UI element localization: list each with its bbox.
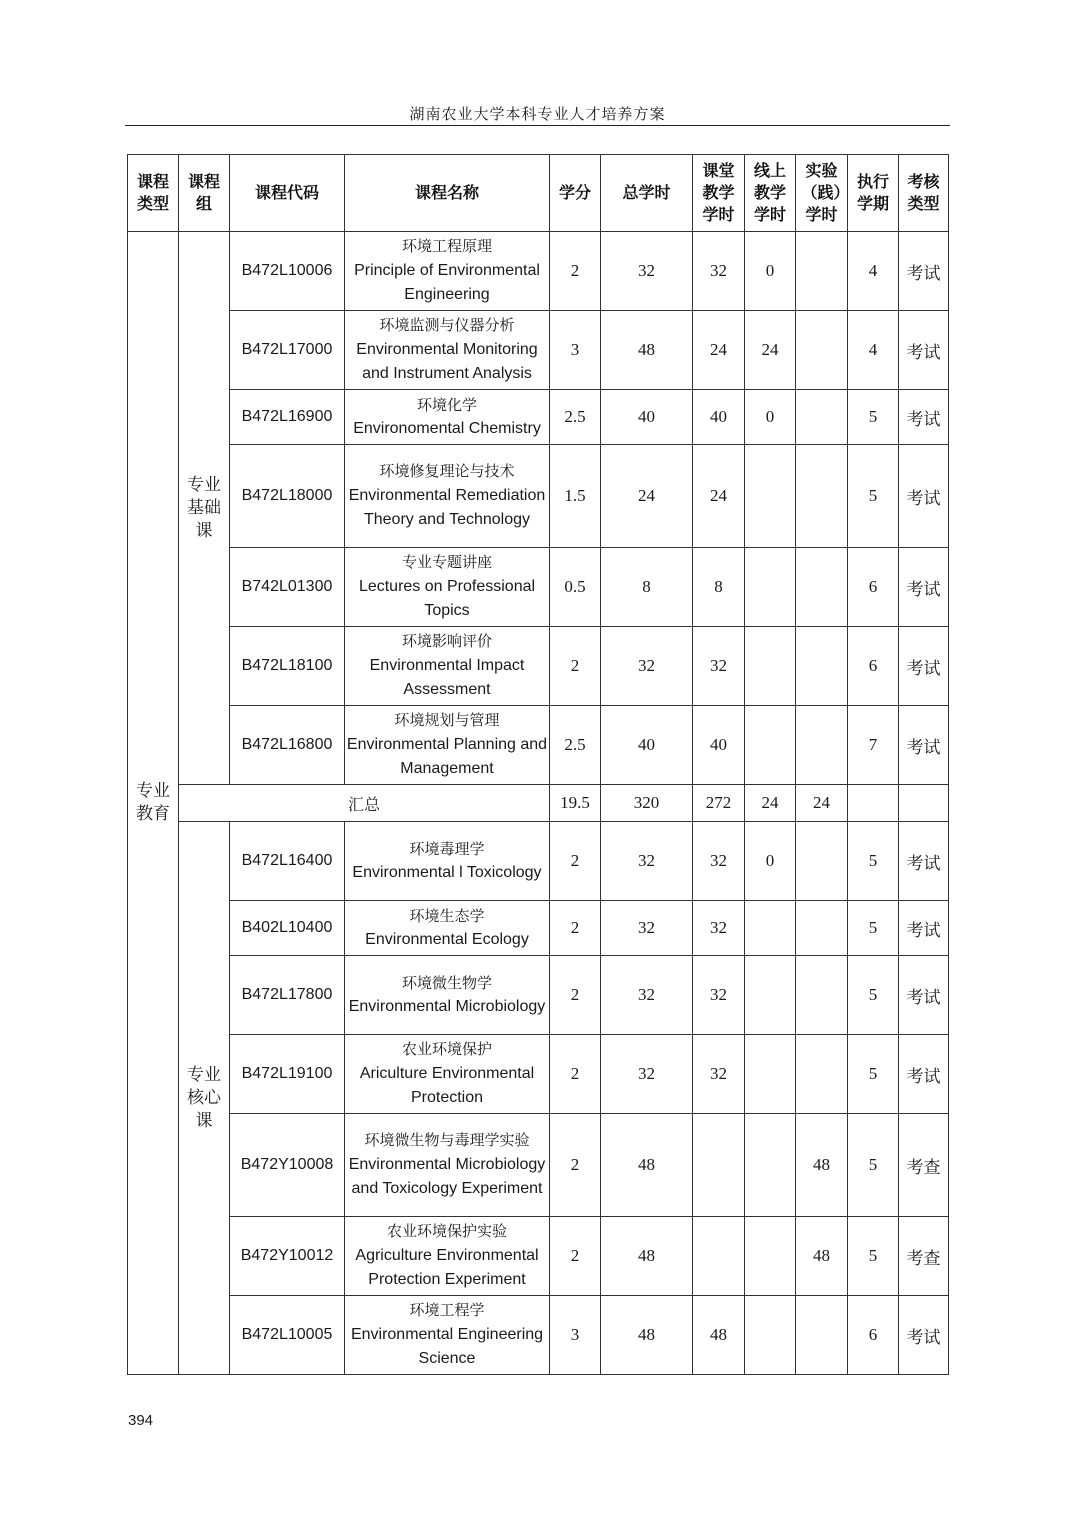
- cell-term: 6: [848, 1296, 899, 1375]
- cell-term: 5: [848, 956, 899, 1035]
- table-row: [128, 390, 949, 445]
- table-row: [128, 1035, 949, 1114]
- cell-total: 32: [601, 901, 693, 956]
- cell-credit: 0.5: [550, 548, 601, 627]
- course-name-zh: 环境生态学: [409, 906, 485, 925]
- course-name-en: Ariculture Environmental Protection: [359, 1064, 535, 1107]
- cell-lab: [796, 1296, 848, 1375]
- cell-term: 4: [848, 232, 899, 311]
- course-name-zh: 环境工程学: [409, 1301, 485, 1320]
- cell-lab: [796, 445, 848, 548]
- cell-credit: 2: [550, 1217, 601, 1296]
- cell-credit: 2: [550, 1035, 601, 1114]
- cell-class: [693, 1217, 745, 1296]
- col-header-course-type: 课程类型: [128, 155, 179, 232]
- cell-online: [745, 956, 796, 1035]
- course-name-zh: 专业专题讲座: [401, 553, 492, 572]
- cell-lab: 48: [796, 1114, 848, 1217]
- cell-total: 40: [601, 390, 693, 445]
- cell-exam-type: 考试: [899, 311, 949, 390]
- cell-total: 40: [601, 706, 693, 785]
- course-name: [345, 445, 550, 548]
- cell-exam-type: 考查: [899, 1114, 949, 1217]
- cell-term: 4: [848, 311, 899, 390]
- total-row: [128, 785, 949, 822]
- course-name-en: Environmental Engineering Science: [350, 1325, 544, 1368]
- cell-credit: 2.5: [550, 390, 601, 445]
- course-name: [345, 232, 550, 311]
- course-name-zh: 环境监测与仪器分析: [379, 316, 515, 335]
- col-header-term: 执行学期: [848, 155, 899, 232]
- course-name-en: Environmental Microbiology: [348, 998, 546, 1015]
- cell-class: 40: [693, 390, 745, 445]
- total-class: 272: [693, 785, 745, 822]
- cell-lab: [796, 232, 848, 311]
- course-code: B472Y10012: [230, 1217, 345, 1296]
- course-code: B472L16400: [230, 822, 345, 901]
- course-name-en: Environmental Remediation Theory and Technology: [348, 486, 546, 529]
- total-exam: [899, 785, 949, 822]
- table-row: [128, 956, 949, 1035]
- course-code: B472L16800: [230, 706, 345, 785]
- col-header-course-code: 课程代码: [230, 155, 345, 232]
- cell-term: 5: [848, 901, 899, 956]
- cell-class: 32: [693, 956, 745, 1035]
- cell-total: 48: [601, 1217, 693, 1296]
- course-table: [127, 154, 949, 1375]
- cell-class: 24: [693, 445, 745, 548]
- cell-class: 40: [693, 706, 745, 785]
- cell-exam-type: 考试: [899, 548, 949, 627]
- cell-class: 48: [693, 1296, 745, 1375]
- course-name-zh: 环境工程原理: [401, 237, 492, 256]
- cell-online: 0: [745, 390, 796, 445]
- course-code: B472L16900: [230, 390, 345, 445]
- course-name-en: Environmental l Toxicology: [352, 864, 542, 881]
- cell-exam-type: 考试: [899, 901, 949, 956]
- total-online: 24: [745, 785, 796, 822]
- table-row: [128, 627, 949, 706]
- table-row: [128, 1114, 949, 1217]
- cell-class: 32: [693, 627, 745, 706]
- cell-credit: 2: [550, 822, 601, 901]
- course-code: B472L17800: [230, 956, 345, 1035]
- table-row: [128, 822, 949, 901]
- course-name: [345, 1296, 550, 1375]
- cell-total: 32: [601, 627, 693, 706]
- cell-online: [745, 706, 796, 785]
- cell-online: [745, 548, 796, 627]
- cell-term: 7: [848, 706, 899, 785]
- cell-exam-type: 考试: [899, 822, 949, 901]
- course-group-label: 专业核心课: [187, 1064, 221, 1131]
- cell-class: [693, 1114, 745, 1217]
- page-number: 394: [128, 1412, 154, 1429]
- cell-term: 5: [848, 1035, 899, 1114]
- total-total: 320: [601, 785, 693, 822]
- cell-exam-type: 考试: [899, 390, 949, 445]
- course-name: [345, 956, 550, 1035]
- cell-online: [745, 1114, 796, 1217]
- course-name-zh: 环境规划与管理: [394, 711, 500, 730]
- course-name-zh: 农业环境保护: [401, 1040, 492, 1059]
- course-name: [345, 901, 550, 956]
- cell-total: 8: [601, 548, 693, 627]
- col-header-course-name: 课程名称: [345, 155, 550, 232]
- course-code: B472L18100: [230, 627, 345, 706]
- cell-exam-type: 考试: [899, 1035, 949, 1114]
- cell-class: 32: [693, 822, 745, 901]
- table-row: [128, 706, 949, 785]
- cell-total: 32: [601, 822, 693, 901]
- cell-credit: 2.5: [550, 706, 601, 785]
- course-name: [345, 822, 550, 901]
- cell-lab: [796, 390, 848, 445]
- table-row: [128, 1217, 949, 1296]
- cell-exam-type: 考查: [899, 1217, 949, 1296]
- course-name-zh: 环境微生物学: [401, 973, 492, 992]
- total-lab: 24: [796, 785, 848, 822]
- course-name: [345, 1217, 550, 1296]
- course-name-en: Environomental Chemistry: [353, 420, 541, 437]
- course-code: B472L18000: [230, 445, 345, 548]
- course-group-cell: [179, 232, 230, 785]
- cell-class: 8: [693, 548, 745, 627]
- course-code: B402L10400: [230, 901, 345, 956]
- table-row: [128, 1296, 949, 1375]
- course-name-zh: 环境修复理论与技术: [379, 462, 515, 481]
- cell-lab: [796, 956, 848, 1035]
- course-name-zh: 环境影响评价: [401, 632, 492, 651]
- col-header-exam-type: 考核类型: [899, 155, 949, 232]
- total-label: 汇总: [179, 785, 550, 822]
- cell-exam-type: 考试: [899, 956, 949, 1035]
- cell-total: 48: [601, 1114, 693, 1217]
- cell-total: 32: [601, 1035, 693, 1114]
- cell-term: 6: [848, 548, 899, 627]
- cell-credit: 1.5: [550, 445, 601, 548]
- cell-lab: [796, 627, 848, 706]
- cell-credit: 2: [550, 956, 601, 1035]
- cell-credit: 3: [550, 311, 601, 390]
- cell-total: 48: [601, 311, 693, 390]
- course-code: B472L17000: [230, 311, 345, 390]
- col-header-total-hours: 总学时: [601, 155, 693, 232]
- cell-total: 32: [601, 232, 693, 311]
- table-row: [128, 311, 949, 390]
- course-code: B472L19100: [230, 1035, 345, 1114]
- cell-lab: [796, 822, 848, 901]
- table-row: [128, 901, 949, 956]
- cell-lab: [796, 311, 848, 390]
- col-header-class-hours: 课堂教学学时: [693, 155, 745, 232]
- course-type-label: 专业教育: [136, 781, 170, 824]
- table-row: [128, 445, 949, 548]
- course-name-en: Environmental Ecology: [365, 931, 529, 948]
- course-name-en: Agriculture Environmental Protection Experiment: [355, 1246, 539, 1289]
- cell-exam-type: 考试: [899, 706, 949, 785]
- cell-credit: 2: [550, 232, 601, 311]
- course-name: [345, 311, 550, 390]
- cell-online: 0: [745, 822, 796, 901]
- cell-credit: 2: [550, 1114, 601, 1217]
- header-rule: [125, 125, 950, 126]
- cell-exam-type: 考试: [899, 627, 949, 706]
- table-row: [128, 548, 949, 627]
- course-group-label: 专业基础课: [187, 474, 221, 541]
- course-name-zh: 环境毒理学: [409, 839, 485, 858]
- page-header-title: 湖南农业大学本科专业人才培养方案: [409, 105, 666, 123]
- cell-online: [745, 445, 796, 548]
- cell-term: 6: [848, 627, 899, 706]
- course-name-zh: 环境微生物与毒理学实验: [364, 1131, 530, 1150]
- course-name: [345, 627, 550, 706]
- col-header-course-group: 课程组: [179, 155, 230, 232]
- cell-credit: 2: [550, 627, 601, 706]
- course-name: [345, 706, 550, 785]
- cell-total: 48: [601, 1296, 693, 1375]
- cell-total: 32: [601, 956, 693, 1035]
- cell-term: 5: [848, 445, 899, 548]
- course-code: B742L01300: [230, 548, 345, 627]
- cell-exam-type: 考试: [899, 445, 949, 548]
- cell-class: 32: [693, 901, 745, 956]
- cell-term: 5: [848, 822, 899, 901]
- course-name-zh: 环境化学: [416, 395, 477, 414]
- course-code: B472L10005: [230, 1296, 345, 1375]
- cell-total: 24: [601, 445, 693, 548]
- course-group-cell: [179, 822, 230, 1375]
- cell-online: [745, 1296, 796, 1375]
- table-row: [128, 232, 949, 311]
- cell-exam-type: 考试: [899, 232, 949, 311]
- cell-online: [745, 1035, 796, 1114]
- cell-credit: 3: [550, 1296, 601, 1375]
- cell-online: 0: [745, 232, 796, 311]
- course-name-en: Environmental Monitoring and Instrument Analysis: [356, 340, 538, 383]
- course-name-zh: 农业环境保护实验: [386, 1222, 507, 1241]
- cell-lab: [796, 1035, 848, 1114]
- cell-online: [745, 1217, 796, 1296]
- course-name: [345, 1114, 550, 1217]
- course-name-en: Environmental Microbiology and Toxicology Experiment: [348, 1155, 546, 1198]
- cell-lab: [796, 706, 848, 785]
- cell-lab: [796, 901, 848, 956]
- total-credit: 19.5: [550, 785, 601, 822]
- table-header-row: [128, 155, 949, 232]
- course-name: [345, 1035, 550, 1114]
- cell-online: 24: [745, 311, 796, 390]
- col-header-lab-hours: 实验（践）学时: [796, 155, 848, 232]
- cell-class: 32: [693, 1035, 745, 1114]
- col-header-credit: 学分: [550, 155, 601, 232]
- col-header-online-hours: 线上教学学时: [745, 155, 796, 232]
- cell-lab: [796, 548, 848, 627]
- cell-lab: 48: [796, 1217, 848, 1296]
- course-name-en: Environmental Planning and Management: [346, 735, 548, 778]
- course-name-en: Environmental Impact Assessment: [369, 656, 525, 699]
- course-code: B472L10006: [230, 232, 345, 311]
- cell-class: 24: [693, 311, 745, 390]
- course-type-cell: [128, 232, 179, 1375]
- course-name: [345, 548, 550, 627]
- course-name-en: Principle of Environmental Engineering: [354, 261, 540, 304]
- cell-credit: 2: [550, 901, 601, 956]
- course-code: B472Y10008: [230, 1114, 345, 1217]
- cell-term: 5: [848, 1217, 899, 1296]
- cell-online: [745, 627, 796, 706]
- cell-class: 32: [693, 232, 745, 311]
- total-term: [848, 785, 899, 822]
- cell-online: [745, 901, 796, 956]
- course-name-en: Lectures on Professional Topics: [358, 577, 536, 620]
- course-name: [345, 390, 550, 445]
- cell-term: 5: [848, 390, 899, 445]
- cell-term: 5: [848, 1114, 899, 1217]
- cell-exam-type: 考试: [899, 1296, 949, 1375]
